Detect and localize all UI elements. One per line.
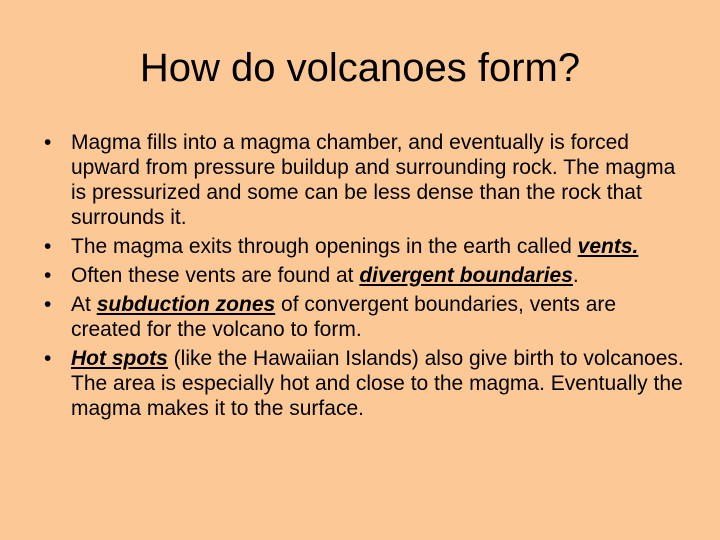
- bullet-dot: •: [44, 235, 52, 258]
- bullet-dot: •: [44, 293, 52, 316]
- bullet-item-magma-chamber: [44, 130, 684, 230]
- bullet-text: At: [71, 293, 97, 316]
- bullet-text-after: .: [572, 264, 579, 287]
- key-term-divergent-boundaries: divergent boundaries: [359, 264, 573, 287]
- bullet-text: Often these vents are found at: [71, 264, 360, 287]
- bullet-dot: •: [44, 131, 52, 154]
- key-term-vents: vents.: [577, 235, 639, 258]
- bullet-item-divergent-boundaries: [44, 263, 684, 288]
- bullet-text: Magma fills into a magma chamber, and eventually is forced upward from pressure buildup and surrounding rock. The magma is pressurized and some can be less dense than the rock that surrounds it.: [71, 131, 676, 229]
- key-term-hot-spots: Hot spots: [71, 347, 168, 370]
- bullet-dot: •: [44, 347, 52, 370]
- bullet-item-hot-spots: [44, 346, 684, 421]
- bullet-text: The magma exits through openings in the earth called: [71, 235, 578, 258]
- bullet-list: [44, 130, 684, 425]
- key-term-subduction-zones: subduction zones: [96, 293, 276, 316]
- bullet-text-after: (like the Hawaiian Islands) also give birth to volcanoes. The area is especially hot and close to the magma. Eventually the magma makes it to the surface.: [71, 347, 684, 420]
- bullet-text-after: of convergent boundaries, vents are created for the volcano to form.: [71, 293, 617, 341]
- slide-title: How do volcanoes form?: [139, 46, 581, 90]
- bullet-item-vents: [44, 234, 684, 259]
- bullet-dot: •: [44, 264, 52, 287]
- bullet-item-subduction-zones: [44, 292, 684, 342]
